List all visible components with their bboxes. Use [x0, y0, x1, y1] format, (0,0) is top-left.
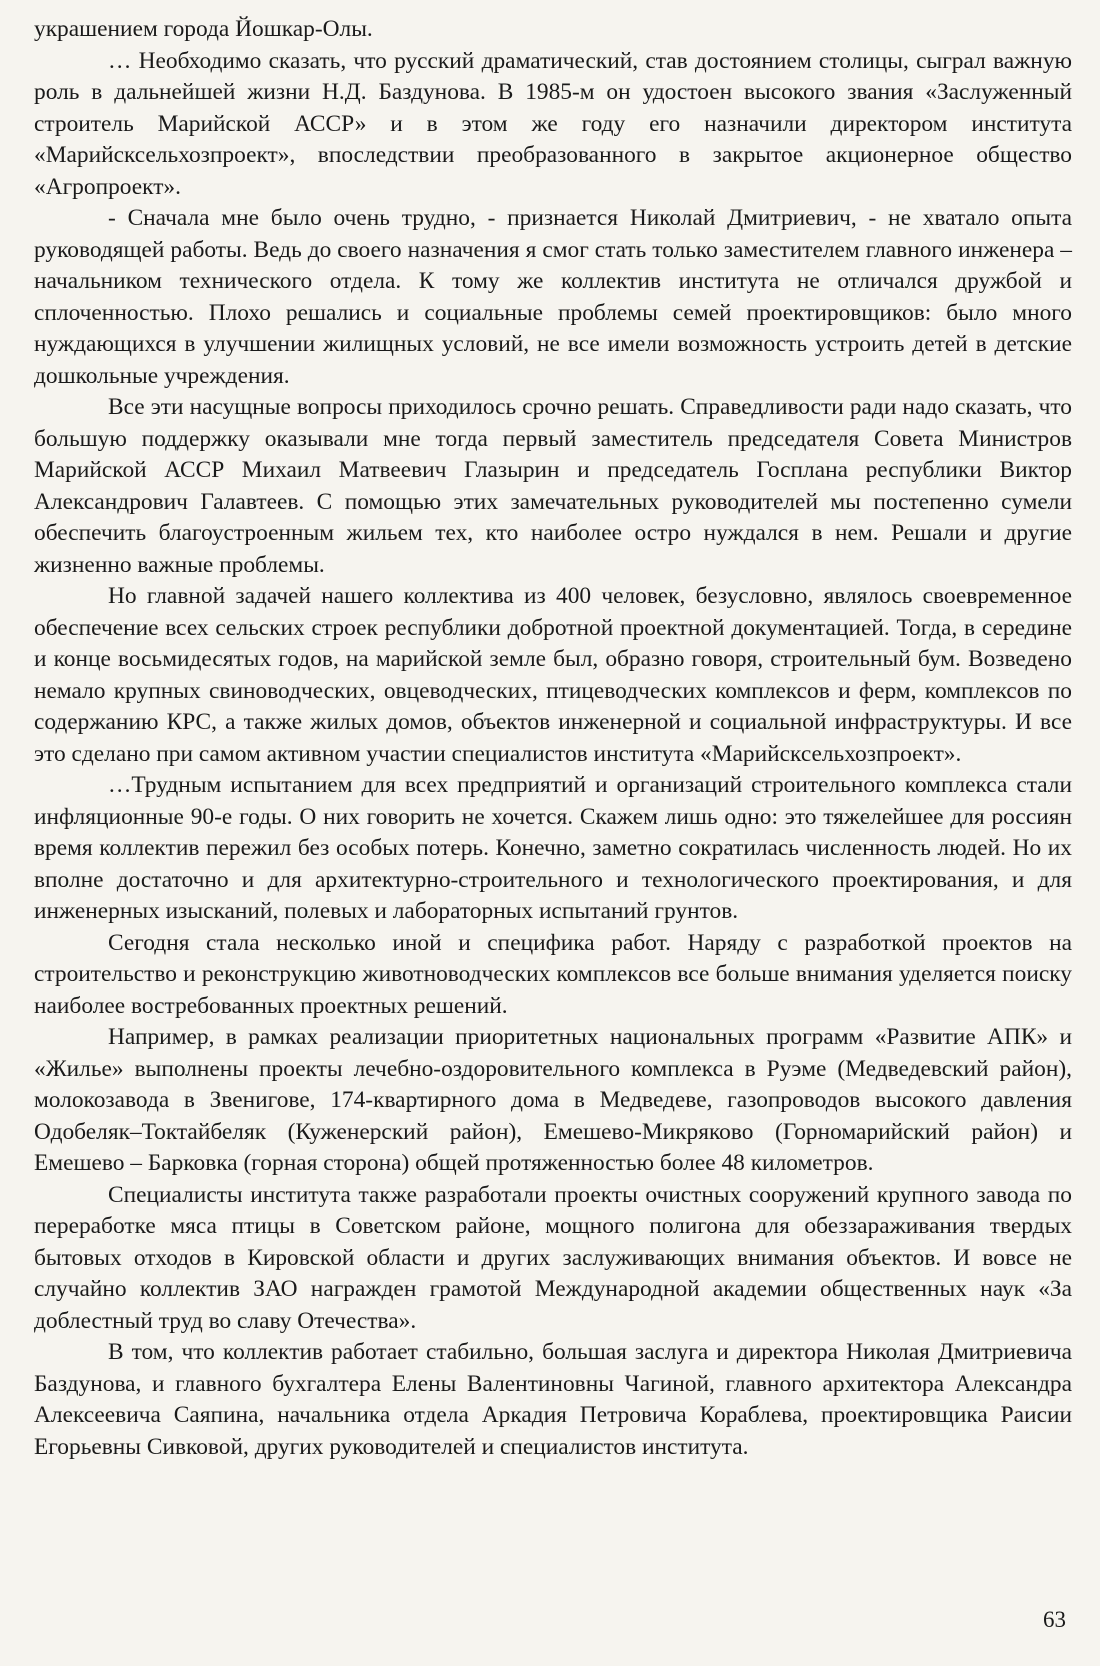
paragraph: Сегодня стала несколько иной и специфика работ. Наряду с разработкой проектов на строительство и реконструкцию животноводческих комплексов все больше внимания уделяется поиску наиболее востребованных проектных решений.	[34, 929, 1072, 1019]
paragraph: … Необходимо сказать, что русский драматический, став достоянием столицы, сыграл важную роль в дальнейшей жизни Н.Д. Баздунова. В 1985-м он удостоен высокого звания «Заслуженный строитель Марийской АССР» и в этом же году его назначили директором института «Марийсксельхозпроект», впоследствии преобразованного в закрытое акционерное общество «Агропроект».	[34, 47, 1072, 200]
paragraph: Например, в рамках реализации приоритетных национальных программ «Развитие АПК» и «Жилье» выполнены проекты лечебно-оздоровительного комплекса в Руэме (Медведевский район), молокозавода в Звенигове, 174-квартирного дома в Медведеве, газопроводов высокого давления Одобеляк–Токтайбеляк (Куженерский район), Емешево-Микряково (Горномарийский район) и Емешево – Барковка (горная сторона) общей протяженностью более 48 километров.	[34, 1024, 1072, 1176]
paragraph: украшением города Йошкар-Олы.	[34, 16, 373, 42]
paragraph: Но главной задачей нашего коллектива из 400 человек, безусловно, являлось своевременное обеспечение всех сельских строек республики добротной проектной документацией. Тогда, в середине и конце восьмидесятых годов, на марийской земле был, образно говоря, строительный бум. Возведено немало крупных свиноводческих, овцеводческих, птицеводческих комплексов и ферм, комплексов по содержанию КРС, а также жилых домов, объектов инженерной и социальной инфраструктуры. И все это сделано при самом активном участии специалистов института «Марийсксельхозпроект».	[34, 583, 1072, 767]
paragraph: Все эти насущные вопросы приходилось срочно решать. Справедливости ради надо сказать, что большую поддержку оказывали мне тогда первый заместитель председателя Совета Министров Марийской АССР Михаил Матвеевич Глазырин и председатель Госплана республики Виктор Александрович Галавтеев. С помощью этих замечательных руководителей мы постепенно сумели обеспечить благоустроенным жильем тех, кто наиболее остро нуждался в нем. Решали и другие жизненно важные проблемы.	[34, 394, 1072, 578]
paragraph: - Сначала мне было очень трудно, - признается Николай Дмитриевич, - не хватало опыта руководящей работы. Ведь до своего назначения я смог стать только заместителем главного инженера – начальником технического отдела. К тому же коллектив института не отличался дружбой и сплоченностью. Плохо решались и социальные проблемы семей проектировщиков: было много нуждающихся в улучшении жилищных условий, не все имели возможность устроить детей в детские дошкольные учреждения.	[34, 205, 1072, 389]
paragraph: …Трудным испытанием для всех предприятий и организаций строительного комплекса стали инфляционные 90-е годы. О них говорить не хочется. Скажем лишь одно: это тяжелейшее для россиян время коллектив пережил без особых потерь. Конечно, заметно сократилась численность людей. Но их вполне достаточно и для архитектурно-строительного и технологического проектирования, и для инженерных изысканий, полевых и лабораторных испытаний грунтов.	[34, 772, 1072, 924]
paragraph: Специалисты института также разработали проекты очистных сооружений крупного завода по переработке мяса птицы в Советском районе, мощного полигона для обеззараживания твердых бытовых отходов в Кировской области и других заслуживающих внимания объектов. И вовсе не случайно коллектив ЗАО награжден грамотой Международной академии общественных наук «За доблестный труд во славу Отечества».	[34, 1181, 1072, 1334]
page-number: 63	[1043, 1607, 1066, 1632]
body-text	[34, 14, 1072, 1463]
paragraph: В том, что коллектив работает стабильно, большая заслуга и директора Николая Дмитриевича Баздунова, и главного бухгалтера Елены Валентиновны Чагиной, главного архитектора Александра Алексеевича Саяпина, начальника отдела Аркадия Петровича Кораблева, проектировщика Раисии Егорьевны Сивковой, других руководителей и специалистов института.	[34, 1339, 1072, 1460]
